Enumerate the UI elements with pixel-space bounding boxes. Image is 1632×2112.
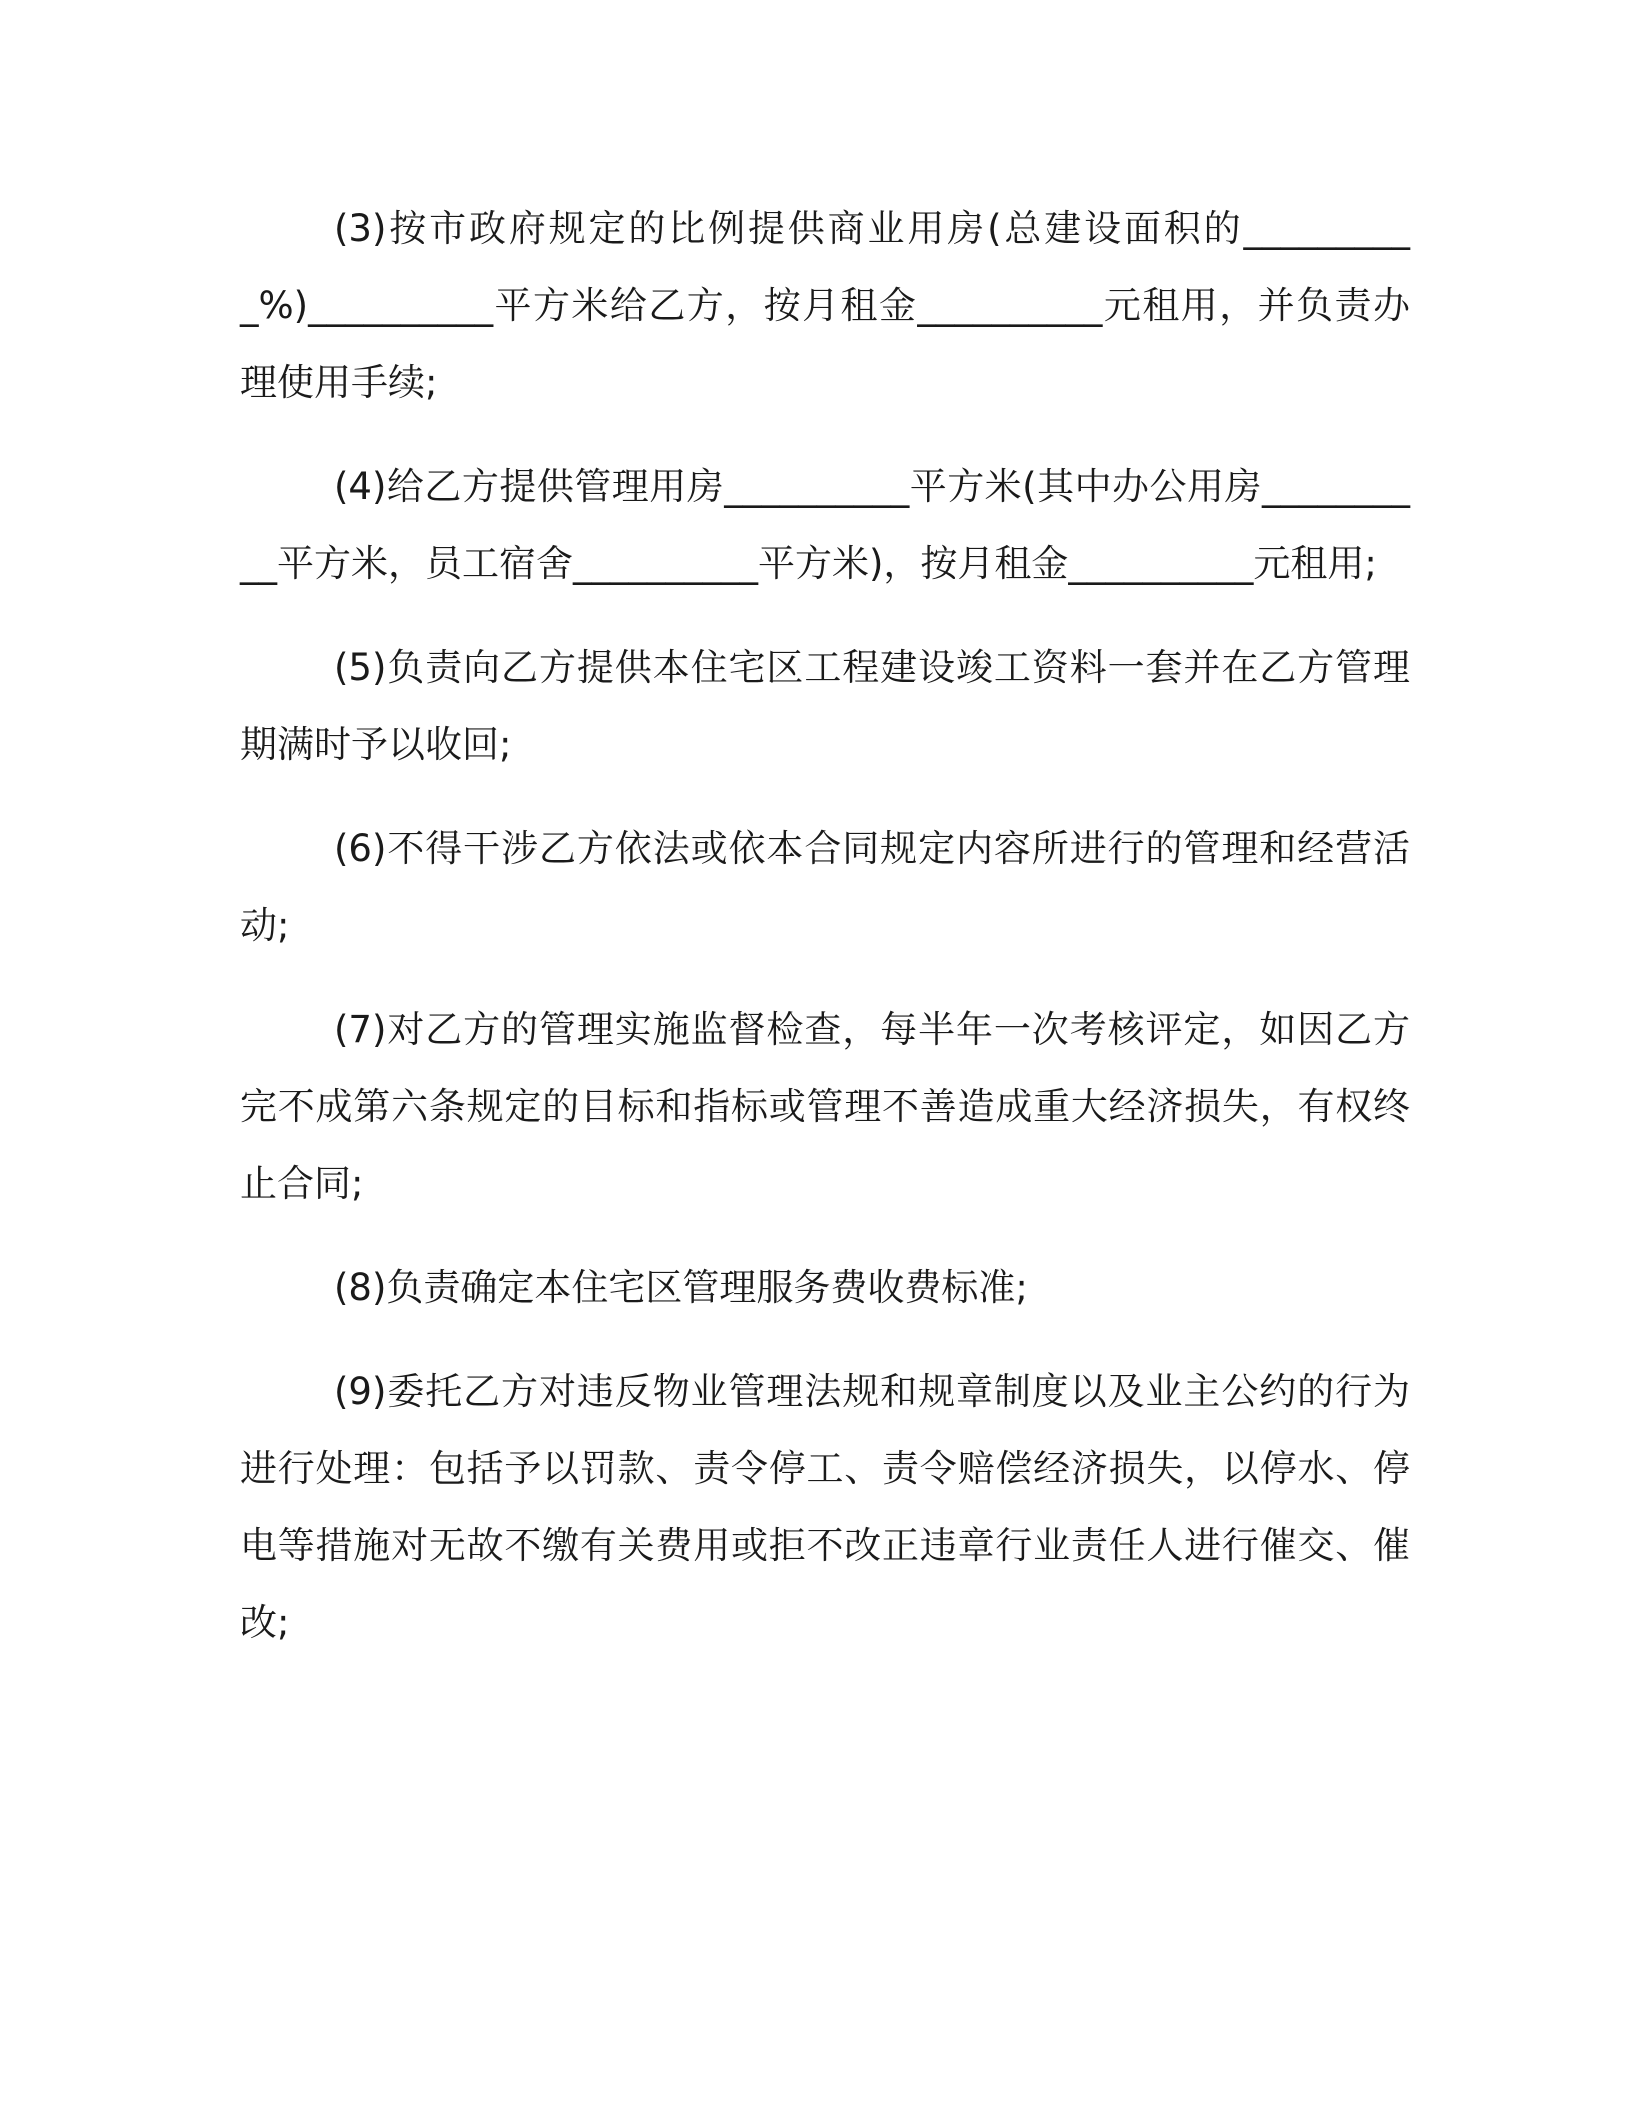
clause-9-paragraph: (9)委托乙方对违反物业管理法规和规章制度以及业主公约的行为进行处理：包括予以罚款、责令停工、责令赔偿经济损失，以停水、停电等措施对无故不缴有关费用或拒不改正违章行业责任人进行催交、催改; bbox=[240, 1370, 1410, 1644]
clause-5-paragraph: (5)负责向乙方提供本住宅区工程建设竣工资料一套并在乙方管理期满时予以收回; bbox=[240, 646, 1410, 766]
clause-8-paragraph: (8)负责确定本住宅区管理服务费收费标准; bbox=[334, 1266, 1028, 1309]
clause-4-paragraph: (4)给乙方提供管理用房__________平方米(其中办公用房__________平方米，员工宿舍__________平方米)，按月租金__________元租用; bbox=[240, 465, 1410, 585]
clause-7-paragraph: (7)对乙方的管理实施监督检查，每半年一次考核评定，如因乙方完不成第六条规定的目标和指标或管理不善造成重大经济损失，有权终止合同; bbox=[240, 1008, 1410, 1205]
document-page bbox=[240, 190, 1410, 1688]
clause-6-paragraph: (6)不得干涉乙方依法或依本合同规定内容所进行的管理和经营活动; bbox=[240, 827, 1410, 947]
clause-3-paragraph: (3)按市政府规定的比例提供商业用房(总建设面积的__________%)__________平方米给乙方，按月租金__________元租用，并负责办理使用手续; bbox=[240, 207, 1410, 404]
